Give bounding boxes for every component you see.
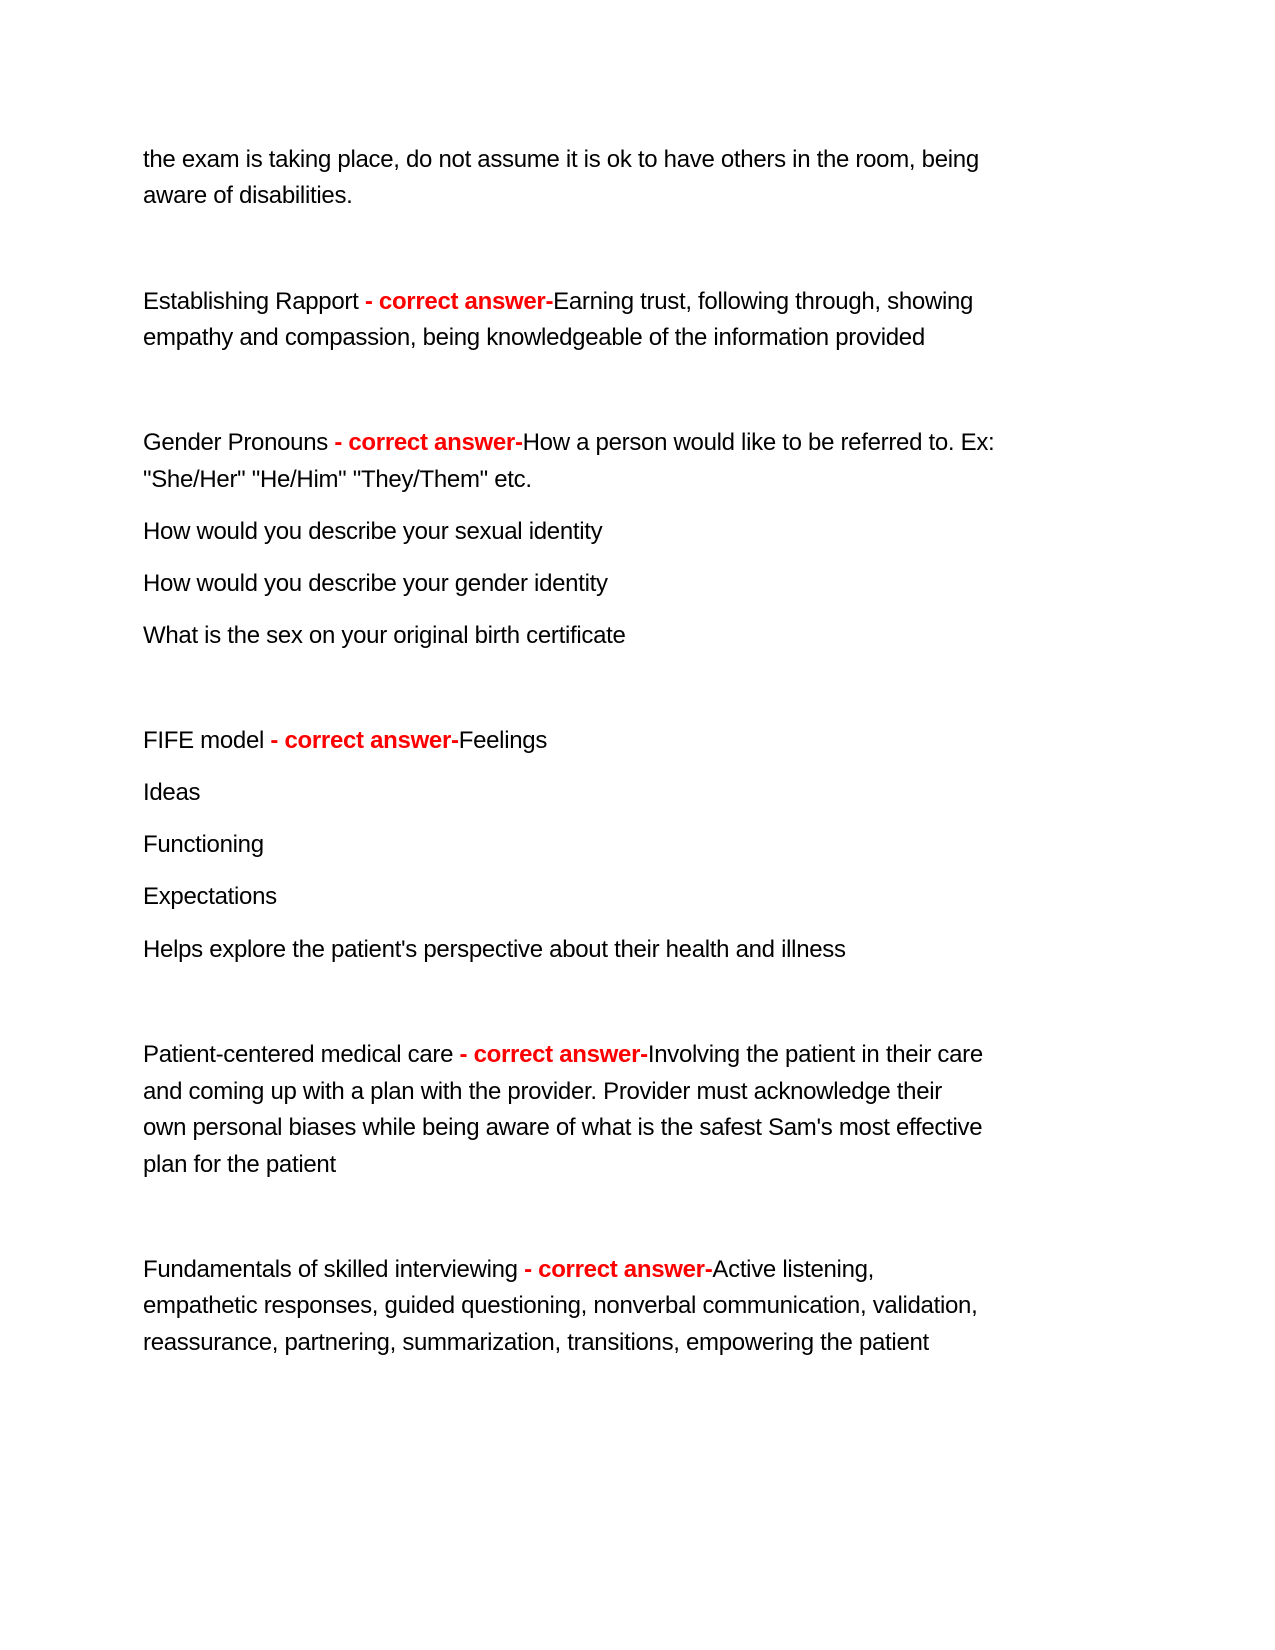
- term: Establishing Rapport: [143, 288, 365, 315]
- entry-fife-model: [143, 727, 547, 755]
- continuation-line: the exam is taking place, do not assume it is ok to have others in the room, being: [143, 146, 979, 173]
- answer-line: and coming up with a plan with the provider. Provider must acknowledge their: [143, 1078, 942, 1105]
- entry-gender-pronouns: [143, 429, 994, 457]
- continuation-line: aware of disabilities.: [143, 182, 353, 209]
- answer-line: "She/Her" "He/Him" "They/Them" etc.: [143, 466, 532, 493]
- term: Patient-centered medical care: [143, 1041, 460, 1068]
- answer-marker: - correct answer-: [459, 1041, 648, 1068]
- answer-line: How would you describe your gender identity: [143, 570, 608, 597]
- answer-line: Ideas: [143, 779, 201, 806]
- answer-marker: - correct answer-: [364, 288, 554, 315]
- answer-line: How would you describe your sexual identity: [143, 518, 603, 545]
- term: FIFE model: [143, 727, 271, 754]
- term: Gender Pronouns: [143, 429, 335, 456]
- answer-text: How a person would like to be referred to. Ex:: [522, 429, 995, 456]
- answer-line: reassurance, partnering, summarization, transitions, empowering the patient: [143, 1329, 929, 1356]
- entry-skilled-interviewing: [143, 1256, 874, 1284]
- answer-text: Feelings: [458, 727, 548, 754]
- answer-line: Expectations: [143, 883, 277, 910]
- answer-line: Helps explore the patient's perspective about their health and illness: [143, 936, 846, 963]
- answer-text: Involving the patient in their care: [647, 1041, 983, 1068]
- answer-marker: - correct answer-: [334, 429, 523, 456]
- answer-marker: - correct answer-: [270, 727, 459, 754]
- answer-line: empathetic responses, guided questioning, nonverbal communication, validation,: [143, 1292, 978, 1319]
- answer-line: own personal biases while being aware of what is the safest Sam's most effective: [143, 1114, 983, 1141]
- answer-marker: - correct answer-: [524, 1256, 713, 1283]
- term: Fundamentals of skilled interviewing: [143, 1256, 525, 1283]
- answer-line: plan for the patient: [143, 1151, 336, 1178]
- entry-establishing-rapport: [143, 288, 973, 316]
- answer-text: Earning trust, following through, showing: [553, 288, 974, 315]
- answer-text: Active listening,: [712, 1256, 875, 1283]
- answer-line: empathy and compassion, being knowledgeable of the information provided: [143, 324, 925, 351]
- answer-line: Functioning: [143, 831, 264, 858]
- answer-line: What is the sex on your original birth certificate: [143, 622, 626, 649]
- entry-patient-centered-care: [143, 1041, 983, 1069]
